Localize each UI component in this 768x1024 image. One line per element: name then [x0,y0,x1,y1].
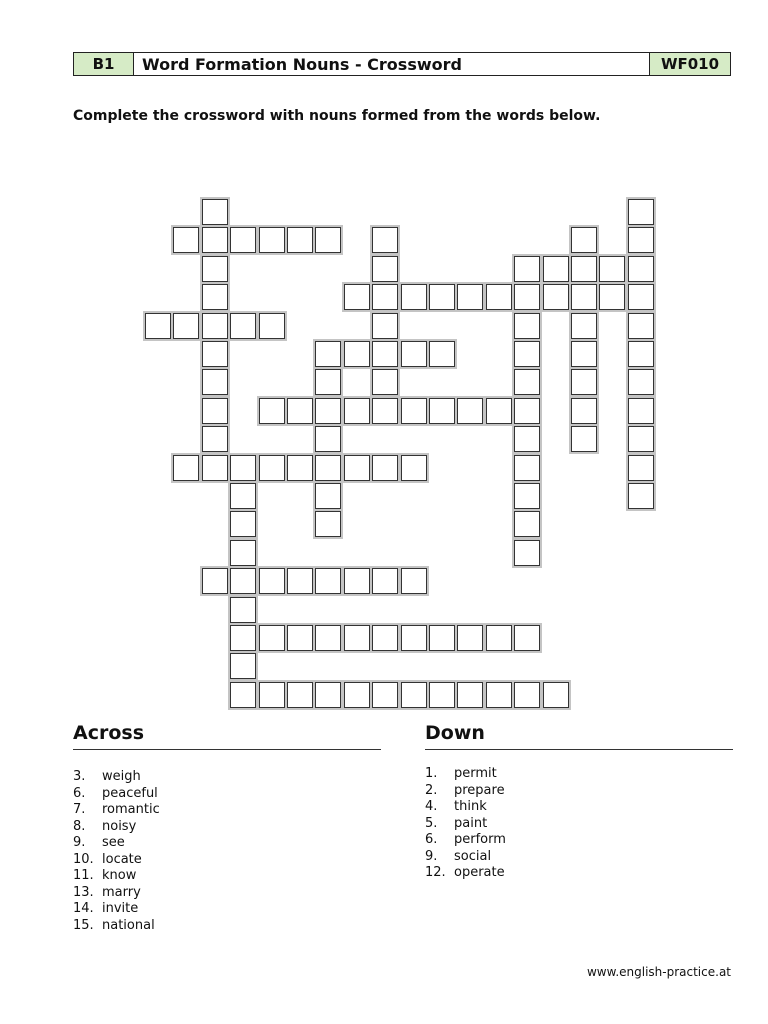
crossword-cell[interactable] [372,284,398,310]
crossword-cell[interactable] [571,256,597,282]
clue-word: national [102,917,155,933]
crossword-cell[interactable] [628,227,654,253]
crossword-cell[interactable] [571,313,597,339]
clue-number: 11. [73,868,94,883]
crossword-cell[interactable] [344,341,370,367]
crossword-cell[interactable] [173,227,199,253]
worksheet-header [73,52,731,76]
crossword-cell[interactable] [202,227,228,253]
crossword-cell[interactable] [628,398,654,424]
crossword-cell[interactable] [401,398,427,424]
clue-item [73,868,160,885]
crossword-cell[interactable] [202,199,228,225]
clue-word: operate [454,865,505,880]
crossword-cell[interactable] [202,341,228,367]
clue-item [425,783,506,800]
crossword-cell[interactable] [571,369,597,395]
crossword-cell[interactable] [259,313,285,339]
clue-item [425,832,506,849]
crossword-cell[interactable] [457,625,483,651]
clue-word: marry [102,884,141,900]
clue-number: 12. [425,865,446,880]
clue-item [425,865,506,882]
crossword-cell[interactable] [457,682,483,708]
crossword-cell[interactable] [514,625,540,651]
crossword-cell[interactable] [628,313,654,339]
crossword-cell[interactable] [401,568,427,594]
crossword-cell[interactable] [571,341,597,367]
crossword-cell[interactable] [230,227,256,253]
crossword-cell[interactable] [401,341,427,367]
crossword-cell[interactable] [514,284,540,310]
clue-word: think [454,799,487,814]
clue-item [73,852,160,869]
crossword-cell[interactable] [315,483,341,509]
crossword-cell[interactable] [429,625,455,651]
clue-word: peaceful [102,785,158,801]
crossword-cell[interactable] [372,682,398,708]
crossword-cell[interactable] [230,455,256,481]
crossword-cell[interactable] [315,625,341,651]
clue-number: 1. [425,766,438,781]
crossword-cell[interactable] [259,398,285,424]
crossword-cell[interactable] [344,682,370,708]
crossword-cell[interactable] [372,256,398,282]
clue-word: see [102,835,125,850]
across-divider [73,749,381,750]
crossword-cell[interactable] [486,284,512,310]
crossword-cell[interactable] [230,511,256,537]
crossword-cell[interactable] [514,511,540,537]
crossword-cell[interactable] [287,455,313,481]
crossword-cell[interactable] [429,284,455,310]
crossword-cell[interactable] [628,341,654,367]
crossword-cell[interactable] [230,483,256,509]
crossword-cell[interactable] [202,284,228,310]
crossword-cell[interactable] [514,540,540,566]
crossword-cell[interactable] [287,398,313,424]
crossword-cell[interactable] [344,398,370,424]
clue-number: 8. [73,818,86,834]
crossword-cell[interactable] [315,398,341,424]
crossword-cell[interactable] [514,455,540,481]
clue-item [73,918,160,935]
crossword-cell[interactable] [344,284,370,310]
clue-item [73,769,160,786]
clue-number: 13. [73,884,94,900]
clue-item [73,901,160,918]
crossword-cell[interactable] [514,341,540,367]
crossword-cell[interactable] [372,369,398,395]
crossword-cell[interactable] [628,256,654,282]
crossword-cell[interactable] [514,682,540,708]
crossword-cell[interactable] [230,568,256,594]
crossword-cell[interactable] [486,682,512,708]
crossword-cell[interactable] [202,398,228,424]
crossword-cell[interactable] [514,256,540,282]
crossword-cell[interactable] [401,625,427,651]
crossword-cell[interactable] [287,682,313,708]
clue-word: romantic [102,802,160,817]
crossword-cell[interactable] [457,284,483,310]
crossword-cell[interactable] [628,284,654,310]
crossword-cell[interactable] [315,455,341,481]
down-clue-list [425,766,506,882]
crossword-cell[interactable] [571,284,597,310]
crossword-cell[interactable] [202,455,228,481]
crossword-cell[interactable] [571,227,597,253]
crossword-cell[interactable] [571,426,597,452]
clue-number: 4. [425,799,438,814]
clue-word: perform [454,832,506,847]
crossword-cell[interactable] [514,483,540,509]
crossword-cell[interactable] [344,568,370,594]
clue-word: social [454,848,492,864]
crossword-cell[interactable] [202,369,228,395]
clue-word: locate [102,851,142,867]
crossword-cell[interactable] [372,341,398,367]
crossword-cell[interactable] [202,313,228,339]
crossword-cell[interactable] [543,284,569,310]
crossword-cell[interactable] [372,568,398,594]
clue-item [73,835,160,852]
crossword-cell[interactable] [230,653,256,679]
crossword-cell[interactable] [145,313,171,339]
crossword-cell[interactable] [230,625,256,651]
crossword-cell[interactable] [628,369,654,395]
crossword-cell[interactable] [202,256,228,282]
crossword-cell[interactable] [628,426,654,452]
crossword-cell[interactable] [202,426,228,452]
footer-url: www.english-practice.at [586,965,731,979]
crossword-cell[interactable] [628,455,654,481]
clue-item [425,766,506,783]
clue-number: 14. [73,901,94,916]
crossword-cell[interactable] [514,426,540,452]
instruction-text: Complete the crossword with nouns formed from the words below. [73,108,601,124]
clue-number: 6. [425,832,438,847]
crossword-cell[interactable] [287,568,313,594]
clue-number: 15. [73,917,94,933]
crossword-cell[interactable] [344,625,370,651]
crossword-cell[interactable] [372,455,398,481]
crossword-cell[interactable] [287,227,313,253]
crossword-cell[interactable] [259,568,285,594]
clue-number: 10. [73,851,94,867]
crossword-cell[interactable] [599,284,625,310]
crossword-cell[interactable] [401,284,427,310]
clue-number: 7. [73,802,86,817]
crossword-cell[interactable] [628,199,654,225]
clue-word: paint [454,815,488,831]
crossword-cell[interactable] [514,313,540,339]
crossword-cell[interactable] [571,398,597,424]
crossword-cell[interactable] [599,256,625,282]
clue-word: invite [102,901,139,916]
clue-number: 2. [425,782,438,798]
crossword-cell[interactable] [401,455,427,481]
crossword-cell[interactable] [486,625,512,651]
crossword-cell[interactable] [457,398,483,424]
crossword-cell[interactable] [287,625,313,651]
crossword-cell[interactable] [230,540,256,566]
clue-item [425,816,506,833]
crossword-cell[interactable] [259,227,285,253]
crossword-cell[interactable] [315,341,341,367]
clue-item [73,786,160,803]
worksheet-title: Word Formation Nouns - Crossword [142,54,462,74]
crossword-cell[interactable] [315,426,341,452]
crossword-cell[interactable] [259,455,285,481]
clue-item [73,802,160,819]
crossword-cell[interactable] [429,341,455,367]
crossword-cell[interactable] [344,455,370,481]
level-badge: B1 [74,53,134,75]
crossword-cell[interactable] [429,398,455,424]
crossword-cell[interactable] [173,313,199,339]
crossword-cell[interactable] [514,398,540,424]
clue-word: weigh [102,769,141,784]
crossword-cell[interactable] [628,483,654,509]
clue-item [425,799,506,816]
crossword-cell[interactable] [230,597,256,623]
clue-number: 6. [73,785,86,801]
down-divider [425,749,733,750]
crossword-cell[interactable] [372,227,398,253]
down-heading: Down [425,722,485,744]
crossword-cell[interactable] [173,455,199,481]
crossword-cell[interactable] [315,227,341,253]
crossword-cell[interactable] [543,682,569,708]
crossword-cell[interactable] [372,313,398,339]
crossword-cell[interactable] [315,369,341,395]
crossword-cell[interactable] [259,625,285,651]
clue-word: know [102,868,137,883]
clue-word: prepare [454,782,505,798]
clue-number: 9. [425,848,438,864]
worksheet-code: WF010 [649,53,730,75]
crossword-cell[interactable] [543,256,569,282]
clue-number: 9. [73,835,86,850]
crossword-cell[interactable] [486,398,512,424]
across-clue-list [73,769,160,934]
clue-word: noisy [102,818,137,834]
clue-number: 5. [425,815,438,831]
crossword-cell[interactable] [315,682,341,708]
across-heading: Across [73,722,145,744]
crossword-cell[interactable] [401,682,427,708]
clue-number: 3. [73,769,86,784]
crossword-cell[interactable] [259,682,285,708]
crossword-cell[interactable] [315,511,341,537]
crossword-cell[interactable] [202,568,228,594]
crossword-cell[interactable] [429,682,455,708]
crossword-cell[interactable] [315,568,341,594]
crossword-cell[interactable] [230,682,256,708]
clue-word: permit [454,766,497,781]
crossword-cell[interactable] [230,313,256,339]
crossword-cell[interactable] [372,625,398,651]
clue-item [73,885,160,902]
crossword-cell[interactable] [514,369,540,395]
clue-item [425,849,506,866]
crossword-cell[interactable] [372,398,398,424]
clue-item [73,819,160,836]
